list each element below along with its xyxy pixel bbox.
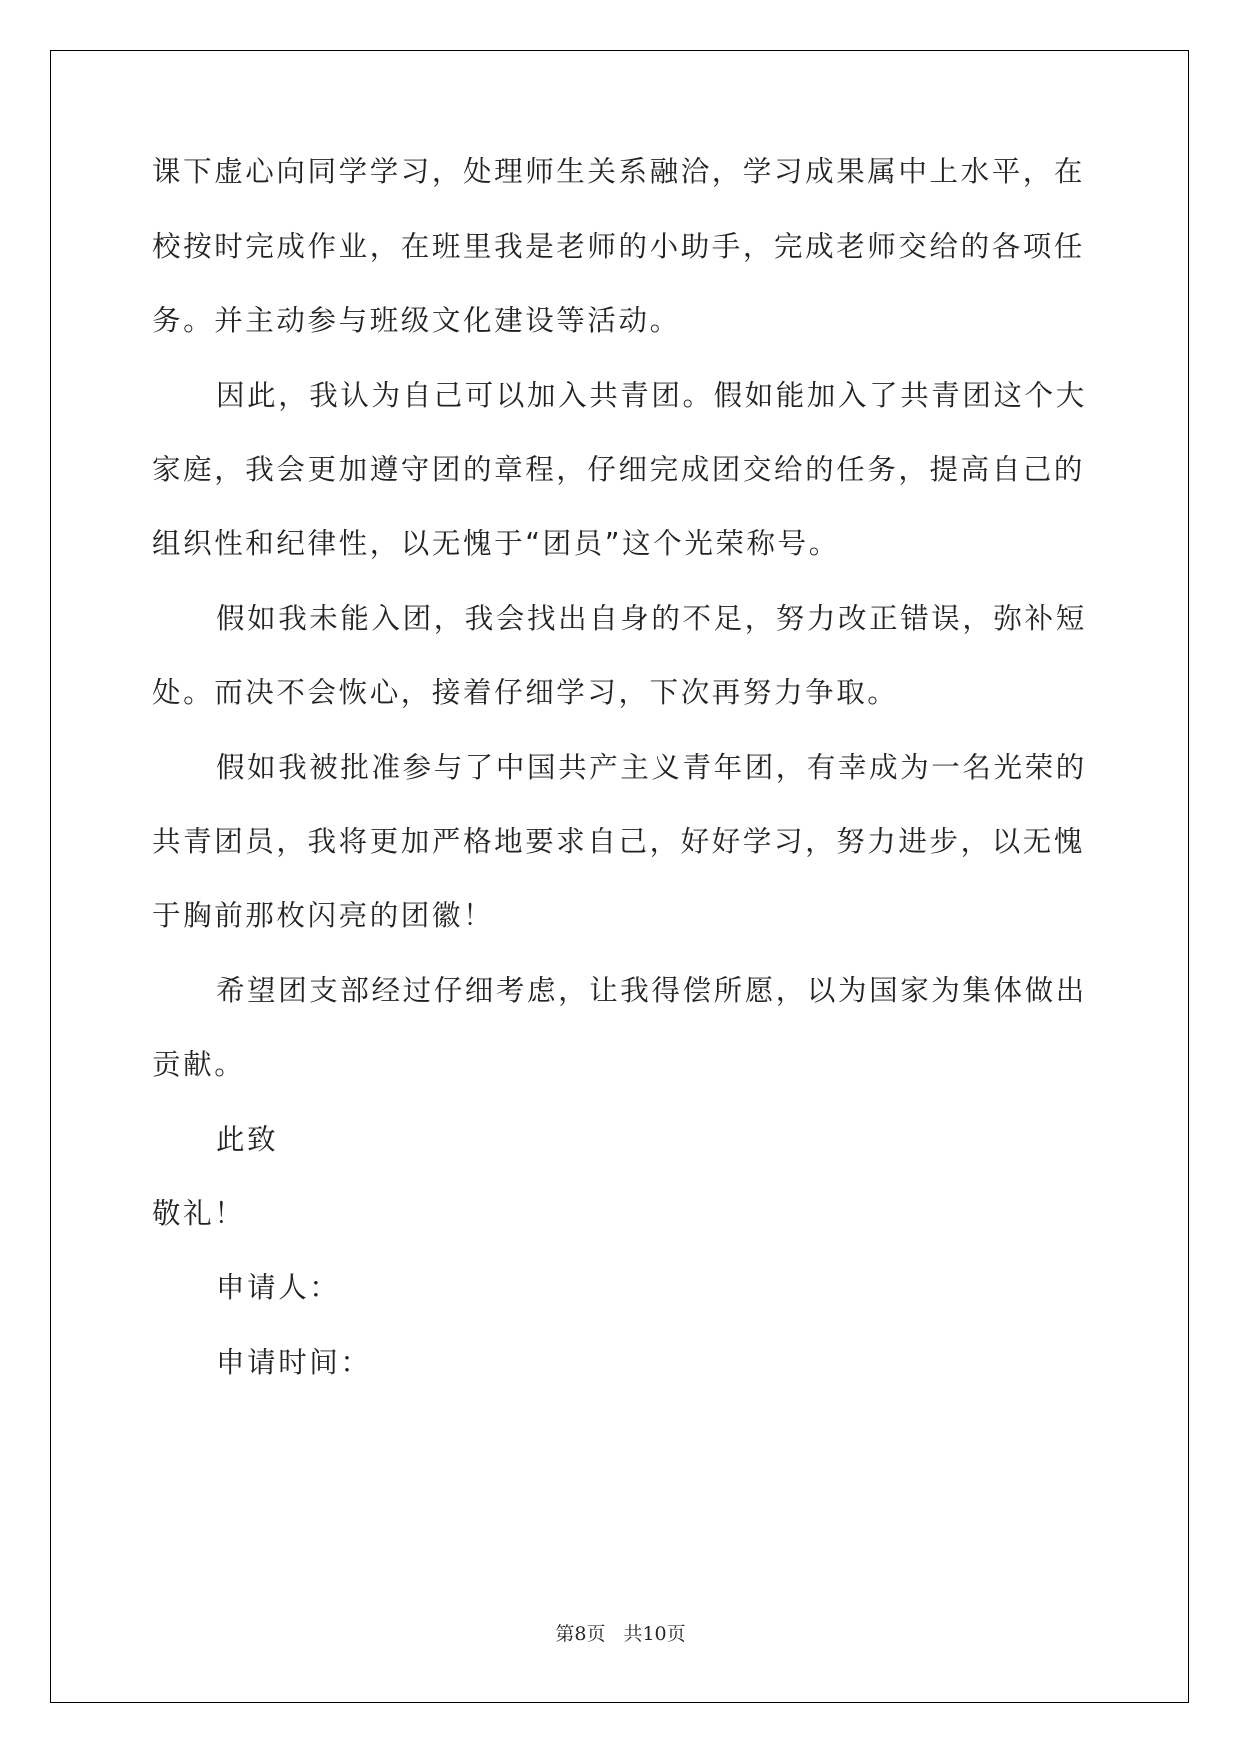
text-line: 家庭，我会更加遵守团的章程，仔细完成团交给的任务，提高自己的 (152, 453, 1086, 486)
page-border (50, 50, 1189, 1703)
text-line: 于胸前那枚闪亮的团徽！ (152, 899, 495, 932)
paragraph-start-line: 希望团支部经过仔细考虑，让我得偿所愿，以为国家为集体做出 (216, 974, 1087, 1007)
text-line: 课下虚心向同学学习，处理师生关系融洽，学习成果属中上水平，在 (152, 155, 1086, 188)
paragraph-start-line: 假如我被批准参与了中国共产主义青年团，有幸成为一名光荣的 (216, 751, 1087, 784)
text-line: 共青团员，我将更加严格地要求自己，好好学习，努力进步，以无愧 (152, 825, 1086, 858)
applicant-label: 申请人： (216, 1271, 341, 1304)
text-line: 贡献。 (152, 1048, 246, 1081)
text-line: 组织性和纪律性，以无愧于“团员”这个光荣称号。 (152, 527, 840, 560)
closing-salutation: 此致 (216, 1123, 279, 1156)
text-line: 校按时完成作业，在班里我是老师的小助手，完成老师交给的各项任 (152, 230, 1086, 263)
paragraph-start-line: 因此，我认为自己可以加入共青团。假如能加入了共青团这个大 (216, 379, 1087, 412)
text-line: 务。并主动参与班级文化建设等活动。 (152, 304, 681, 337)
paragraph-start-line: 假如我未能入团，我会找出自身的不足，努力改正错误，弥补短 (216, 602, 1087, 635)
application-date-label: 申请时间： (216, 1346, 372, 1379)
page-total: 共10页 (623, 1623, 686, 1645)
text-line: 处。而决不会恢心，接着仔细学习，下次再努力争取。 (152, 676, 899, 709)
closing-regards: 敬礼！ (152, 1197, 246, 1230)
page-number: 第8页 (555, 1623, 606, 1645)
page-footer (0, 1622, 1241, 1646)
